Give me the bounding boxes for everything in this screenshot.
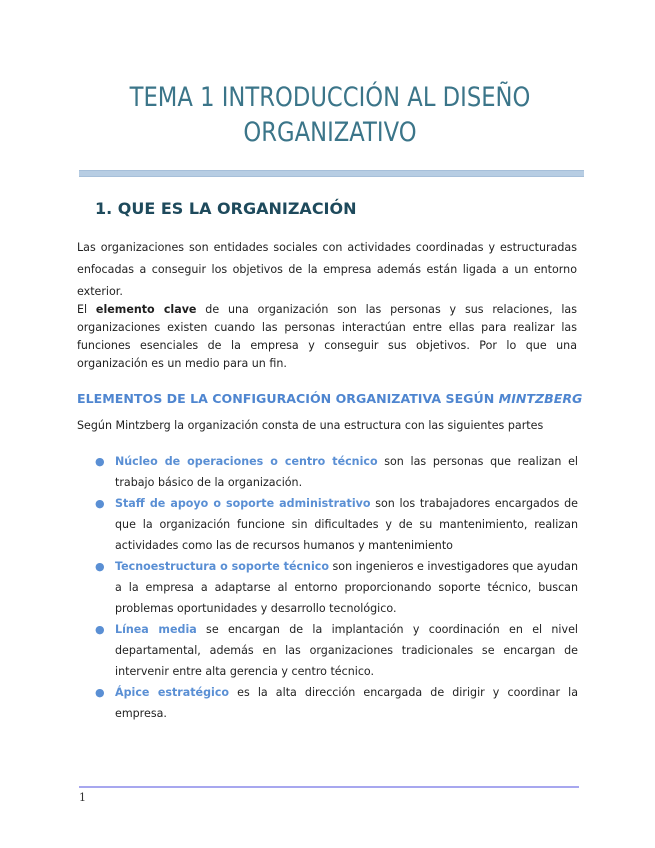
list-text: son ingenieros e investigadores que ayudan a la empresa a adaptarse al entorno proporcionando soporte técnico, buscan problemas oportunidades y desarrollo tecnológico. — [115, 560, 579, 615]
list-item — [95, 682, 578, 724]
paragraph-text: El — [77, 303, 96, 316]
bullet-icon: ● — [95, 623, 105, 636]
bullet-icon: ● — [95, 560, 105, 573]
document-title — [103, 80, 557, 150]
list-item — [95, 493, 578, 556]
list-term: Línea media — [115, 623, 197, 636]
bullet-icon: ● — [95, 686, 105, 699]
list-term: Núcleo de operaciones o centro técnico — [115, 455, 378, 468]
bullet-icon: ● — [95, 497, 105, 510]
list-term: Ápice estratégico — [115, 686, 230, 699]
title-underline — [79, 170, 584, 177]
paragraph-definicion: Las organizaciones son entidades sociales con actividades coordinadas y estructuradas enfocadas a conseguir los objetivos de la empresa además están ligada a un entorno exterior. — [77, 241, 577, 298]
paragraph-elemento-clave — [77, 301, 577, 373]
list-term: Tecnoestructura o soporte técnico — [115, 560, 329, 573]
paragraph-text: de una organización son las personas y sus relaciones, las organizaciones existen cuando las personas interactúan entre ellas para realizar las funciones esenciales de la empresa y conseguir sus objetivos. Por lo que una organización es un medio para un fin. — [77, 303, 577, 370]
bold-term-elemento-clave: elemento clave — [95, 303, 197, 316]
title-line-2: ORGANIZATIVO — [243, 117, 417, 148]
list-text: se encargan de la implantación y coordinación en el nivel departamental, además en las organizaciones tradicionales se encargan de intervenir entre alta gerencia y centro técnico. — [115, 623, 578, 678]
list-text: son las personas que realizan el trabajo básico de la organización. — [115, 455, 578, 489]
list-item — [95, 619, 578, 682]
heading-italic-name: MINTZBERG — [498, 391, 583, 406]
title-line-1: TEMA 1 INTRODUCCIÓN AL DISEÑO — [129, 82, 531, 113]
list-item — [95, 556, 578, 619]
bullet-icon: ● — [95, 455, 105, 468]
list-item — [95, 451, 578, 493]
heading-text: ELEMENTOS DE LA CONFIGURACIÓN ORGANIZATIVA SEGÚN — [77, 391, 499, 406]
mintzberg-intro: Según Mintzberg la organización consta de una estructura con las siguientes partes — [77, 419, 544, 432]
mintzberg-parts-list — [95, 451, 578, 724]
list-text: es la alta dirección encargada de dirigir y coordinar la empresa. — [115, 686, 579, 720]
section-heading-mintzberg — [77, 391, 582, 406]
list-text: son los trabajadores encargados de que la organización funcione sin dificultades y de su mantenimiento, realizan actividades como las de recursos humanos y mantenimiento — [115, 497, 578, 552]
footer-rule — [79, 786, 579, 788]
list-term: Staff de apoyo o soporte administrativo — [115, 497, 371, 510]
page-number: 1 — [79, 791, 86, 804]
section-heading-organizacion: 1. QUE ES LA ORGANIZACIÓN — [95, 199, 357, 218]
